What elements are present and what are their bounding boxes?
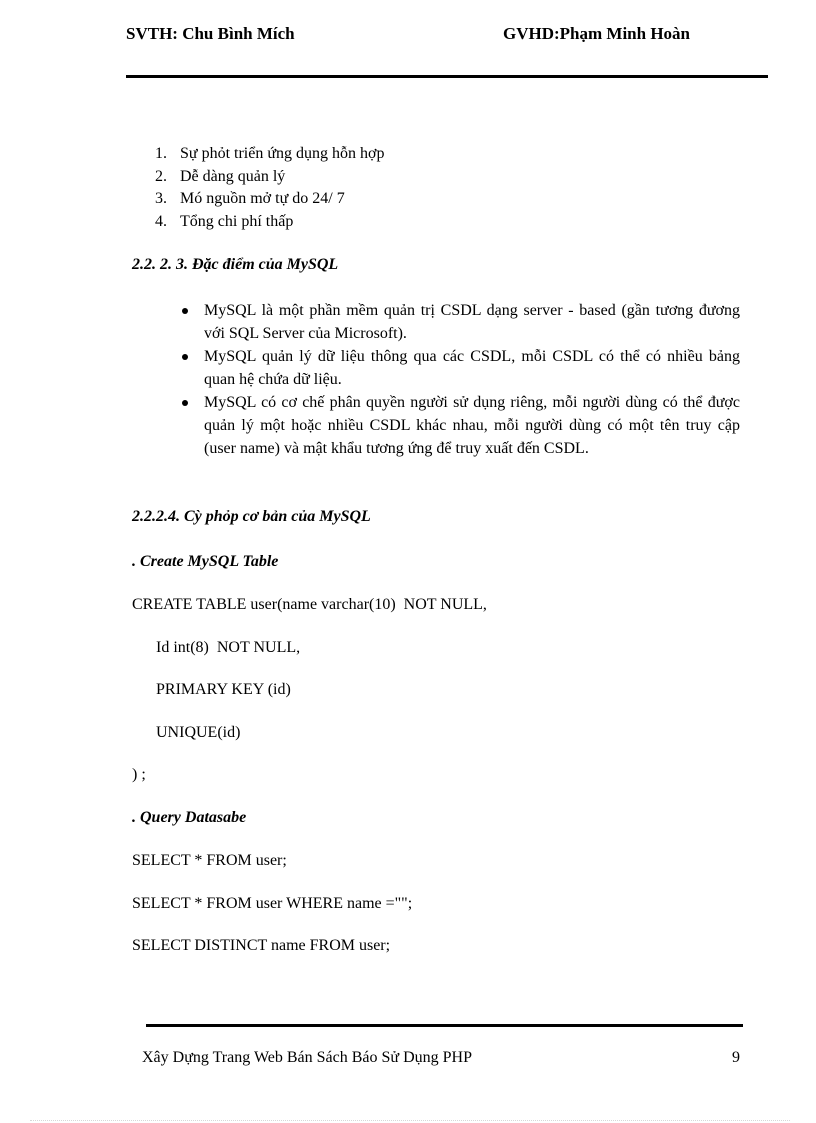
- numbered-list: [155, 143, 384, 233]
- code-line: Id int(8) NOT NULL,: [156, 639, 301, 656]
- list-item: 2. Dễ dàng quản lý: [155, 167, 286, 185]
- header-rule: [126, 75, 768, 78]
- code-line: SELECT DISTINCT name FROM user;: [132, 937, 391, 954]
- footer-title: Xây Dựng Trang Web Bán Sách Báo Sử Dụng PHP: [142, 1049, 472, 1066]
- section-heading-mysql-features: 2.2. 2. 3. Đặc điểm của MySQL: [132, 256, 339, 273]
- header-advisor: GVHD:Phạm Minh Hoàn: [503, 24, 691, 43]
- code-line: PRIMARY KEY (id): [156, 681, 291, 698]
- section-heading-syntax: 2.2.2.4. Cỳ phỏp cơ bản của MySQL: [132, 508, 371, 525]
- code-line: SELECT * FROM user WHERE name ="";: [132, 895, 413, 912]
- query-heading: . Query Datasabe: [132, 809, 247, 826]
- list-item: 1. Sự phỏt triển ứng dụng hỗn hợp: [155, 145, 385, 162]
- bullet-icon: [182, 308, 188, 314]
- create-table-heading: . Create MySQL Table: [132, 553, 279, 570]
- page-edge-divider: [30, 1120, 790, 1121]
- list-item: 4. Tổng chi phí thấp: [155, 212, 294, 230]
- code-line: UNIQUE(id): [156, 724, 241, 741]
- code-line: CREATE TABLE user(name varchar(10) NOT NULL,: [132, 596, 487, 613]
- bullet-item: MySQL có cơ chế phân quyền người sử dụng riêng, mỗi người dùng có thể được quản lý một hoặc nhiều CSDL khác nhau, mỗi người dùng có một tên truy cập (user name) và mật khẩu tương ứng để truy xuất đến CSDL.: [178, 391, 740, 460]
- page-number: 9: [732, 1049, 740, 1066]
- footer-rule: [146, 1024, 743, 1027]
- bullet-icon: [182, 354, 188, 360]
- bullet-item: MySQL là một phần mềm quản trị CSDL dạng server - based (gần tương đương với SQL Server của Microsoft).: [178, 299, 740, 345]
- list-item: 3. Mó nguồn mở tự do 24/ 7: [155, 190, 345, 207]
- feature-bullets: [178, 299, 740, 460]
- bullet-icon: [182, 400, 188, 406]
- code-line: ) ;: [132, 766, 146, 783]
- bullet-item: MySQL quản lý dữ liệu thông qua các CSDL, mỗi CSDL có thể có nhiều bảng quan hệ chứa dữ liệu.: [178, 345, 740, 391]
- code-line: SELECT * FROM user;: [132, 852, 287, 869]
- header-student: SVTH: Chu Bình Mích: [126, 24, 295, 43]
